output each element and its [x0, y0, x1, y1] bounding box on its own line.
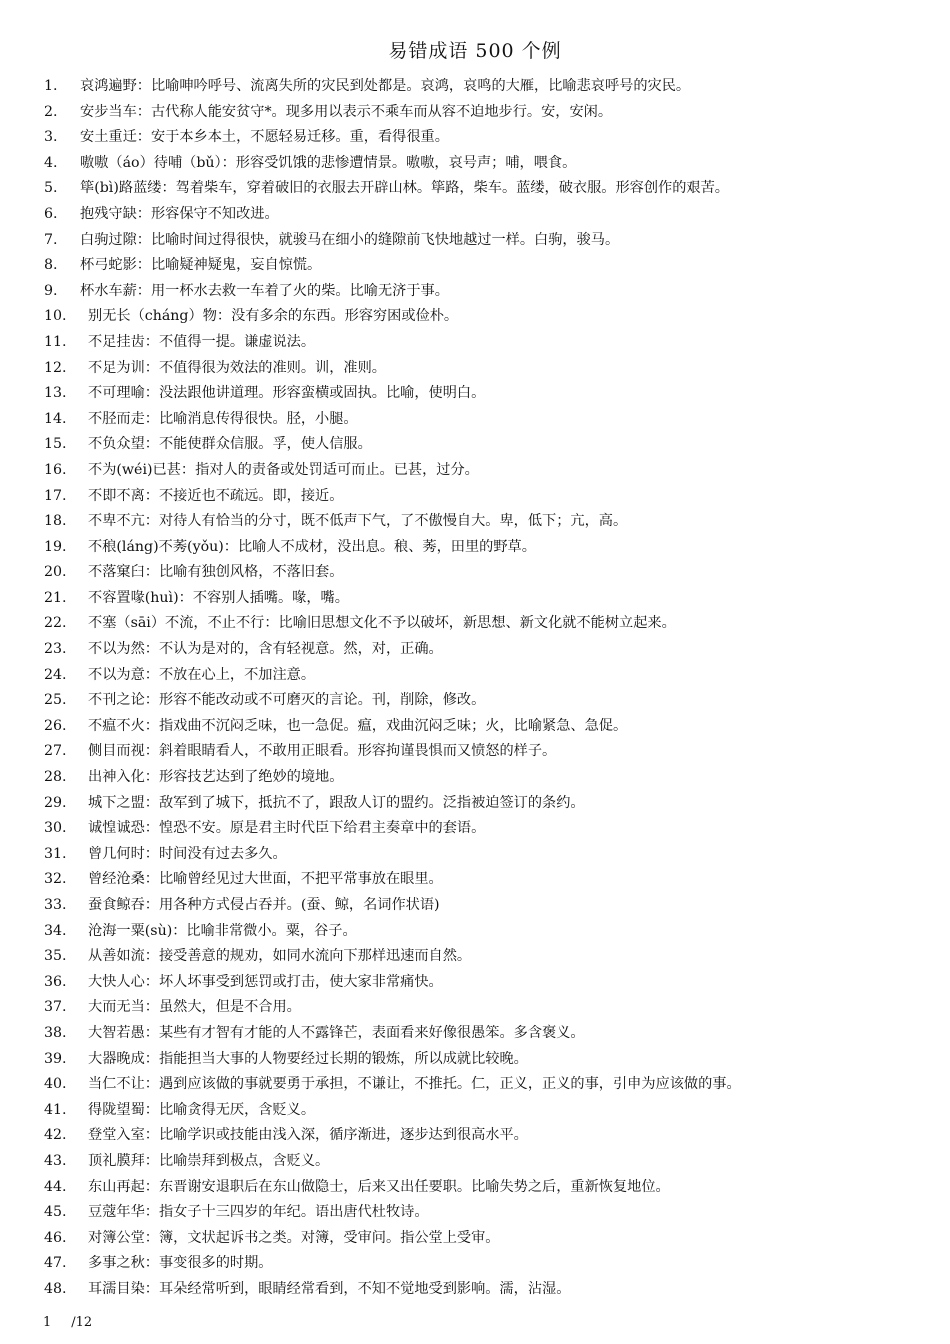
entry-number: 46.	[44, 1229, 67, 1246]
entry-number: 6.	[44, 205, 58, 222]
entry-text: 曾几何时：时间没有过去多久。	[88, 845, 287, 862]
idiom-entry	[44, 304, 944, 330]
entry-number: 27.	[44, 743, 67, 760]
idiom-entry	[44, 253, 944, 279]
entry-text: 曾经沧桑：比喻曾经见过大世面，不把平常事放在眼里。	[88, 871, 443, 888]
entry-number: 31.	[44, 845, 67, 862]
idiom-entry	[44, 1200, 944, 1226]
idiom-entry	[44, 509, 944, 535]
idiom-entry	[44, 74, 944, 100]
idiom-entry	[44, 1149, 944, 1175]
idiom-entry	[44, 970, 944, 996]
entry-number: 35.	[44, 948, 67, 965]
entry-text: 多事之秋：事变很多的时期。	[88, 1255, 273, 1272]
entry-number: 5.	[44, 180, 58, 197]
idiom-entry	[44, 432, 944, 458]
entry-text: 不足为训：不值得很为效法的准则。训，准则。	[88, 359, 386, 376]
entry-text: 大器晚成：指能担当大事的人物要经过长期的锻炼，所以成就比较晚。	[88, 1050, 528, 1067]
entry-text: 不为(wéi)已甚：指对人的责备或处罚适可而止。已甚，过分。	[88, 461, 479, 478]
entry-number: 38.	[44, 1024, 67, 1041]
entry-text: 不即不离：不接近也不疏远。即，接近。	[88, 487, 344, 504]
entry-text: 蚕食鲸吞：用各种方式侵占吞并。(蚕、鲸，名词作状语)	[88, 897, 440, 913]
entry-number: 32.	[44, 871, 67, 888]
idiom-entry	[44, 151, 944, 177]
entry-number: 23.	[44, 641, 67, 658]
idiom-entry	[44, 407, 944, 433]
entry-number: 37.	[44, 999, 67, 1016]
idiom-entry	[44, 1098, 944, 1124]
entry-text: 不稂(láng)不莠(yǒu)：比喻人不成材，没出息。稂、莠，田里的野草。	[88, 538, 536, 555]
entry-number: 9.	[44, 282, 58, 299]
page-number: 1	[43, 1315, 52, 1330]
entry-number: 44.	[44, 1178, 67, 1195]
entry-number: 29.	[44, 794, 67, 811]
entry-text: 哀鸿遍野：比喻呻吟呼号、流离失所的灾民到处都是。哀鸿，哀鸣的大雁，比喻悲哀呼号的灾民。	[80, 78, 691, 94]
entry-text: 抱残守缺：形容保守不知改进。	[80, 205, 279, 222]
idiom-entry	[44, 1047, 944, 1073]
entry-number: 13.	[44, 385, 67, 402]
entry-number: 18.	[44, 513, 67, 530]
entry-text: 不可理喻：没法跟他讲道理。形容蛮横或固执。比喻，使明白。	[88, 385, 486, 402]
idiom-entry	[44, 791, 944, 817]
entry-text: 得陇望蜀：比喻贪得无厌，含贬义。	[88, 1101, 316, 1118]
entry-number: 19.	[44, 538, 67, 555]
idiom-entry	[44, 995, 944, 1021]
entry-number: 28.	[44, 769, 67, 786]
entry-text: 杯弓蛇影：比喻疑神疑鬼，妄自惊慌。	[80, 257, 322, 274]
idiom-entry	[44, 739, 944, 765]
entry-number: 3.	[44, 129, 58, 146]
entry-number: 47.	[44, 1255, 67, 1272]
entry-text: 对簿公堂：簿，文状起诉书之类。对簿，受审问。指公堂上受审。	[88, 1229, 500, 1246]
idiom-entry	[44, 458, 944, 484]
entry-text: 城下之盟：敌军到了城下，抵抗不了，跟敌人订的盟约。泛指被迫签订的条约。	[88, 794, 585, 811]
entry-text: 侧目而视：斜着眼睛看人，不敢用正眼看。形容拘谨畏惧而又愤怒的样子。	[88, 743, 557, 760]
idiom-entry	[44, 816, 944, 842]
idiom-entry	[44, 535, 944, 561]
idiom-entry	[44, 1021, 944, 1047]
idiom-entry	[44, 765, 944, 791]
idiom-entry	[44, 919, 944, 945]
entry-number: 10.	[44, 308, 67, 325]
entry-number: 41.	[44, 1101, 67, 1118]
entry-number: 24.	[44, 666, 67, 683]
idiom-entry	[44, 125, 944, 151]
entry-number: 7.	[44, 231, 58, 248]
entry-number: 22.	[44, 615, 67, 632]
entry-number: 42.	[44, 1127, 67, 1144]
entry-text: 大快人心：坏人坏事受到惩罚或打击，使大家非常痛快。	[88, 973, 443, 990]
idiom-list	[44, 74, 944, 1303]
entry-text: 筚(bì)路蓝缕：驾着柴车，穿着破旧的衣服去开辟山林。筚路，柴车。蓝缕，破衣服。形容创作的艰苦。	[80, 180, 729, 197]
entry-number: 8.	[44, 257, 58, 274]
entry-text: 顶礼膜拜：比喻崇拜到极点，含贬义。	[88, 1152, 330, 1169]
idiom-entry	[44, 228, 944, 254]
entry-number: 11.	[44, 333, 67, 350]
entry-text: 不落窠臼：比喻有独创风格，不落旧套。	[88, 564, 344, 581]
entry-number: 25.	[44, 692, 67, 709]
page-title: 易错成语 500 个例	[388, 40, 562, 62]
idiom-entry	[44, 1175, 944, 1201]
idiom-entry	[44, 944, 944, 970]
entry-number: 2.	[44, 103, 58, 120]
entry-text: 诚惶诚恐：惶恐不安。原是君主时代臣下给君主奏章中的套语。	[88, 820, 486, 837]
entry-text: 别无长（cháng）物：没有多余的东西。形容穷困或俭朴。	[88, 308, 459, 325]
page-footer	[43, 1314, 92, 1332]
idiom-entry	[44, 330, 944, 356]
idiom-entry	[44, 867, 944, 893]
entry-number: 21.	[44, 589, 67, 606]
entry-text: 当仁不让：遇到应该做的事就要勇于承担，不谦让，不推托。仁，正义，正义的事，引申为应该做的事。	[88, 1076, 741, 1093]
idiom-entry	[44, 560, 944, 586]
entry-number: 15.	[44, 436, 67, 453]
idiom-entry	[44, 714, 944, 740]
entry-number: 43.	[44, 1152, 67, 1169]
entry-text: 不胫而走：比喻消息传得很快。胫，小腿。	[88, 410, 358, 427]
entry-text: 安土重迁：安于本乡本土，不愿轻易迁移。重，看得很重。	[80, 129, 449, 146]
entry-text: 沧海一粟(sù)：比喻非常微小。粟，谷子。	[88, 922, 357, 939]
entry-text: 嗷嗷（áo）待哺（bǔ）：形容受饥饿的悲惨遭情景。嗷嗷，哀号声；哺，喂食。	[80, 154, 577, 171]
entry-text: 豆蔻年华：指女子十三四岁的年纪。语出唐代杜牧诗。	[88, 1204, 429, 1221]
idiom-entry	[44, 176, 944, 202]
entry-text: 从善如流：接受善意的规劝，如同水流向下那样迅速而自然。	[88, 948, 472, 965]
idiom-entry	[44, 663, 944, 689]
idiom-entry	[44, 1226, 944, 1252]
idiom-entry	[44, 202, 944, 228]
entry-text: 不负众望：不能使群众信服。孚，使人信服。	[88, 436, 372, 453]
entry-number: 48.	[44, 1280, 67, 1297]
idiom-entry	[44, 1251, 944, 1277]
entry-text: 耳濡目染：耳朵经常听到，眼睛经常看到，不知不觉地受到影响。濡，沾湿。	[88, 1280, 571, 1297]
entry-number: 39.	[44, 1050, 67, 1067]
entry-number: 20.	[44, 564, 67, 581]
entry-text: 不容置喙(huì)：不容别人插嘴。喙，嘴。	[88, 589, 349, 606]
entry-text: 不瘟不火：指戏曲不沉闷乏味，也一急促。瘟，戏曲沉闷乏味；火，比喻紧急、急促。	[88, 717, 628, 734]
idiom-entry	[44, 842, 944, 868]
entry-text: 不以为意：不放在心上，不加注意。	[88, 666, 316, 683]
entry-text: 登堂入室：比喻学识或技能由浅入深，循序渐进，逐步达到很高水平。	[88, 1127, 528, 1144]
entry-number: 4.	[44, 154, 58, 171]
entry-number: 36.	[44, 973, 67, 990]
idiom-entry	[44, 611, 944, 637]
entry-number: 26.	[44, 717, 67, 734]
entry-number: 12.	[44, 359, 67, 376]
idiom-entry	[44, 637, 944, 663]
idiom-entry	[44, 586, 944, 612]
entry-text: 大智若愚：某些有才智有才能的人不露锋芒，表面看来好像很愚笨。多含褒义。	[88, 1024, 585, 1041]
entry-number: 45.	[44, 1204, 67, 1221]
entry-text: 不以为然：不认为是对的，含有轻视意。然，对，正确。	[88, 641, 443, 658]
entry-number: 40.	[44, 1076, 67, 1093]
entry-number: 34.	[44, 922, 67, 939]
entry-text: 不足挂齿：不值得一提。谦虚说法。	[88, 333, 316, 350]
idiom-entry	[44, 356, 944, 382]
idiom-entry	[44, 1072, 944, 1098]
idiom-entry	[44, 688, 944, 714]
idiom-entry	[44, 893, 944, 919]
entry-text: 白驹过隙：比喻时间过得很快，就骏马在细小的缝隙前飞快地越过一样。白驹，骏马。	[80, 231, 620, 248]
entry-number: 17.	[44, 487, 67, 504]
entry-text: 不塞（sāi）不流，不止不行：比喻旧思想文化不予以破坏，新思想、新文化就不能树立起来。	[88, 615, 676, 632]
idiom-entry	[44, 279, 944, 305]
entry-text: 东山再起：东晋谢安退职后在东山做隐士，后来又出任要职。比喻失势之后，重新恢复地位。	[88, 1178, 670, 1195]
entry-number: 16.	[44, 461, 67, 478]
idiom-entry	[44, 1277, 944, 1303]
idiom-entry	[44, 100, 944, 126]
entry-text: 出神入化：形容技艺达到了绝妙的境地。	[88, 769, 344, 786]
entry-text: 杯水车薪：用一杯水去救一车着了火的柴。比喻无济于事。	[80, 282, 449, 299]
entry-text: 不卑不亢：对待人有恰当的分寸，既不低声下气，了不傲慢自大。卑，低下；亢，高。	[88, 513, 628, 530]
idiom-entry	[44, 1123, 944, 1149]
entry-text: 不刊之论：形容不能改动或不可磨灭的言论。刊，削除，修改。	[88, 692, 486, 709]
entry-number: 14.	[44, 410, 67, 427]
entry-text: 大而无当：虽然大，但是不合用。	[88, 999, 301, 1016]
entry-number: 30.	[44, 820, 67, 837]
page-total: /12	[71, 1315, 93, 1330]
idiom-entry	[44, 381, 944, 407]
entry-number: 1.	[44, 78, 58, 94]
idiom-entry	[44, 484, 944, 510]
entry-text: 安步当车：古代称人能安贫守*。现多用以表示不乘车而从容不迫地步行。安，安闲。	[80, 103, 613, 120]
entry-number: 33.	[44, 897, 67, 913]
